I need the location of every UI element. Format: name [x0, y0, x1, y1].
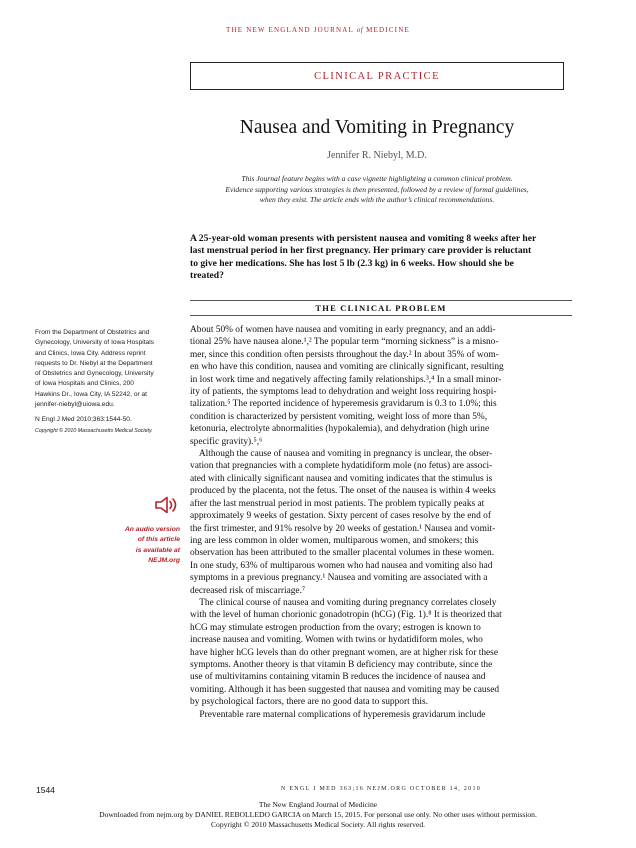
body-line: produced by the placenta, not the fetus. The onset of the nausea is within 4 weeks	[190, 486, 496, 497]
body-line: ated with clinically significant nausea and vomiting indicates that the stimulus is	[190, 473, 493, 484]
audio-note-link[interactable]: NEJM.org	[148, 557, 180, 565]
download-line: The New England Journal of Medicine	[258, 800, 378, 809]
journal-name-post: MEDICINE	[363, 26, 410, 34]
body-line: About 50% of women have nausea and vomiting in early pregnancy, and an addi-	[190, 325, 496, 335]
body-line: by psychological factors, there are no good data to support this.	[190, 697, 428, 708]
section-label: CLINICAL PRACTICE	[314, 70, 440, 82]
download-line: Copyright © 2010 Massachusetts Medical Society. All rights reserved.	[210, 820, 426, 830]
vignette-line: to give her medications. She has lost 5 lb (2.3 kg) in 6 weeks. How should she be	[190, 257, 514, 269]
article-author: Jennifer R. Niebyl, M.D.	[327, 150, 427, 161]
article-body	[190, 324, 572, 721]
download-line: Downloaded from nejm.org by DANIEL REBOLLEDO GARCIA on March 15, 2015. For personal use only. No other uses without permission.	[99, 810, 537, 820]
author-affiliation	[35, 328, 185, 436]
body-line: have higher hCG levels than do other pregnant women, are at higher risk for these	[190, 647, 498, 658]
affiliation-line: Gynecology, University of Iowa Hospitals	[35, 339, 154, 347]
body-line: increase nausea and vomiting. Women with twins or hydatidiform moles, who	[190, 635, 483, 646]
body-line: approximately 9 weeks of gestation. Sixty percent of cases resolve by the end of	[190, 511, 491, 522]
body-line: talization.⁵ The reported incidence of hyperemesis gravidarum is 0.3 to 1.0%; this	[190, 399, 497, 410]
vignette-line: last menstrual period in her first pregnancy. Her primary care provider is reluctant	[190, 245, 532, 257]
body-line: hCG may stimulate estrogen production from the ovary; estrogen is known to	[190, 622, 481, 633]
affiliation-line: From the Department of Obstetrics and	[35, 329, 150, 336]
body-line: symptoms. Another theory is that vitamin B deficiency may contribute, since the	[190, 659, 493, 670]
affiliation-line: jennifer-niebyl@uiowa.edu.	[35, 401, 115, 409]
body-line: tional 25% have nausea alone.¹,² The popular term “morning sickness” is a misno-	[190, 337, 499, 348]
body-line: in lost work time and negatively affecting family relationships.³,⁴ In a small minor-	[190, 374, 502, 385]
intro-line: Evidence supporting various strategies is then presented, followed by a review of formal guidelines,	[225, 184, 529, 194]
body-line: with the level of human chorionic gonadotropin (hCG) (Fig. 1).⁸ It is theorized that	[190, 610, 502, 621]
body-line: ketonuria, electrolyte abnormalities (hypokalemia), and dehydration (high urine	[190, 424, 490, 435]
copyright-notice: Copyright © 2010 Massachusetts Medical Society.	[35, 427, 153, 434]
journal-name-of: of	[356, 26, 364, 34]
journal-header	[0, 26, 636, 34]
body-line: Preventable rare maternal complications of hyperemesis gravidarum include	[190, 709, 486, 720]
vignette-line: treated?	[190, 270, 224, 282]
body-line: vation that pregnancies with a complete hydatidiform mole (no fetus) are associ-	[190, 461, 493, 472]
affiliation-line: of Obstetrics and Gynecology, University	[35, 370, 154, 378]
speaker-icon[interactable]	[154, 496, 180, 514]
body-line: mer, since this condition often persists throughout the day.² In about 35% of wom-	[190, 349, 499, 360]
affiliation-line: of Iowa Hospitals and Clinics, 200	[35, 380, 134, 388]
body-line: symptoms in a previous pregnancy.¹ Nausea and vomiting are associated with a	[190, 573, 488, 584]
body-line: Although the cause of nausea and vomiting in pregnancy is unclear, the obser-	[190, 449, 493, 460]
audio-version-note[interactable]	[100, 496, 180, 567]
body-line: decreased risk of miscarriage.⁷	[190, 585, 306, 596]
section-heading: THE CLINICAL PROBLEM	[315, 303, 447, 313]
article-title: Nausea and Vomiting in Pregnancy	[239, 117, 515, 138]
body-line: ity of patients, the symptoms lead to dehydration and weight loss requiring hospi-	[190, 387, 497, 398]
affiliation-line: Hawkins Dr., Iowa City, IA 52242, or at	[35, 390, 148, 398]
footer-reference: N ENGL J MED 363;16 NEJM.ORG OCTOBER 14, 2010	[280, 786, 482, 792]
body-line: The clinical course of nausea and vomiting during pregnancy correlates closely	[190, 597, 497, 608]
body-line: vomiting. Although it has been suggested that nausea and vomiting may be caused	[190, 684, 500, 695]
intro-line: This Journal feature begins with a case vignette highlighting a common clinical problem.	[241, 174, 513, 183]
audio-note-text[interactable]	[100, 525, 180, 567]
audio-note-line: of this article	[137, 536, 180, 544]
body-line: use of multivitamins containing vitamin B reduces the incidence of nausea and	[190, 672, 486, 683]
affiliation-line: and Clinics, Iowa City. Address reprint	[35, 349, 146, 357]
audio-note-line: is available at	[135, 546, 180, 554]
body-line: ing are less common in older women, multiparous women, and smokers; this	[190, 535, 479, 546]
section-heading-bar	[190, 300, 572, 316]
case-vignette	[190, 233, 574, 283]
journal-name-pre: THE NEW ENGLAND JOURNAL	[226, 26, 357, 34]
feature-intro	[190, 174, 564, 206]
body-line: condition is characterized by persistent vomiting, weight loss of more than 5%,	[190, 411, 488, 422]
body-line: the first trimester, and 91% resolve by 20 weeks of gestation.¹ Nausea and vomit-	[190, 523, 496, 534]
clinical-practice-banner	[190, 62, 564, 90]
body-line: observation has been attributed to the smaller placental volumes in these women.	[190, 548, 495, 559]
vignette-line: A 25-year-old woman presents with persistent nausea and vomiting 8 weeks after her	[190, 233, 537, 244]
body-line: after the last menstrual period in most patients. The problem typically peaks at	[190, 498, 485, 509]
body-line: specific gravity).⁵,⁶	[190, 436, 263, 447]
body-line: en who have this condition, nausea and vomiting are clinically significant, resulting	[190, 362, 504, 373]
affiliation-line: requests to Dr. Niebyl at the Department	[35, 359, 153, 367]
download-notice	[0, 800, 636, 831]
intro-line: when they exist. The article ends with the author’s clinical recommendations.	[259, 195, 495, 205]
journal-citation: N Engl J Med 2010;363:1544-50.	[35, 416, 132, 424]
audio-note-line: An audio version	[124, 526, 180, 533]
page-number: 1544	[36, 785, 55, 795]
body-line: In one study, 63% of multiparous women who had nausea and vomiting also had	[190, 560, 493, 571]
